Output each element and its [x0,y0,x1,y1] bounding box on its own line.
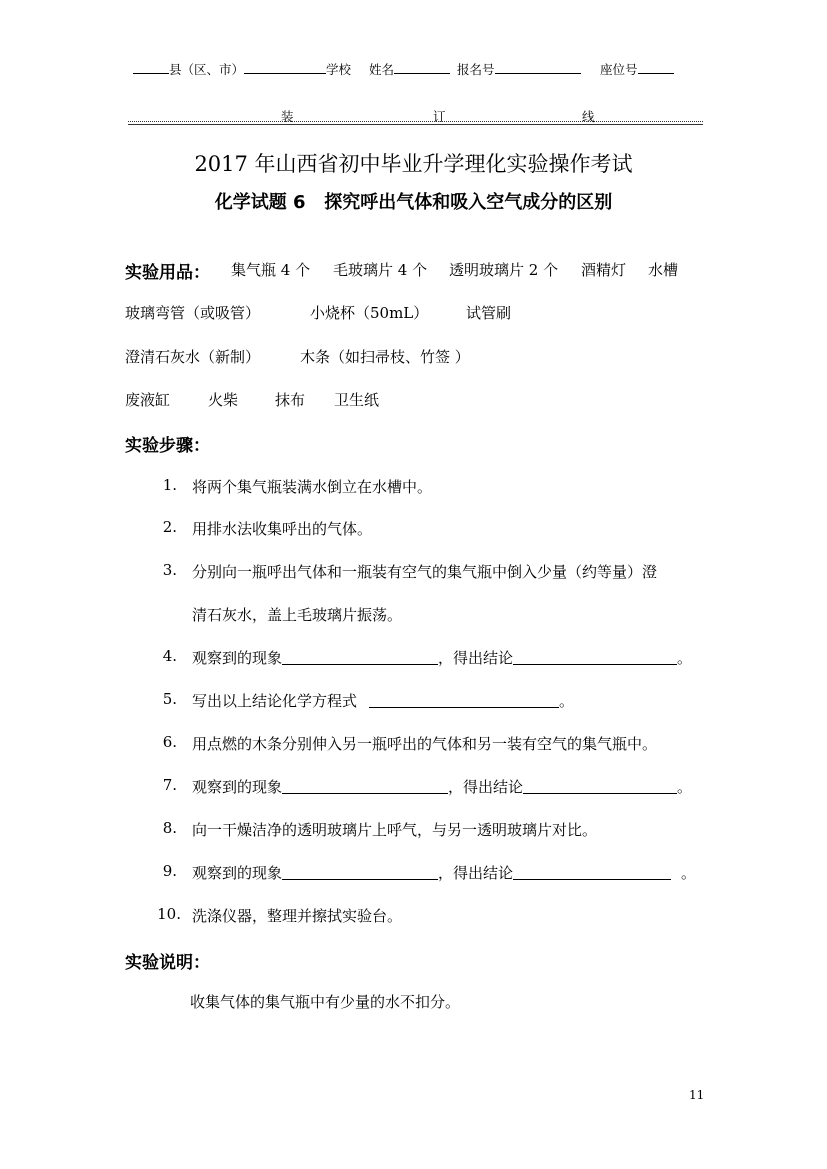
observation-blank[interactable] [282,649,438,665]
seat-no-label: 座位号 [600,62,638,77]
observation-label: 观察到的现象 [192,864,283,882]
equation-blank[interactable] [369,692,559,708]
candidate-info-line [0,60,827,80]
observation-blank[interactable] [282,864,438,880]
step-text [192,776,692,797]
exam-subtitle-text: 化学试题 6 探究呼出气体和吸入空气成分的区别 [214,192,613,213]
conclusion-label: ，得出结论 [448,778,524,796]
material-item: 毛玻璃片 4 个 [333,261,428,279]
reg-no-field[interactable] [457,60,581,78]
materials-row-1 [125,258,210,283]
step-text: 洗涤仪器，整理并擦拭实验台。 [192,907,403,925]
notes-heading: 实验说明： [125,953,210,973]
end-mark: 。 [681,864,697,882]
equation-label: 写出以上结论化学方程式 [192,692,358,710]
note-text: 收集气体的集气瓶中有少量的水不扣分。 [190,993,461,1011]
observation-label: 观察到的现象 [192,649,283,667]
step-number: 9. [162,862,177,880]
exam-title: 2017 年山西省初中毕业升学理化实验操作考试 [194,152,633,176]
step-number: 8. [162,819,177,837]
step-text [192,690,574,711]
material-item: 废液缸 [125,391,171,409]
material-item: 水槽 [648,261,679,279]
step-text [192,862,696,883]
step-text: 用点燃的木条分别伸入另一瓶呼出的气体和另一装有空气的集气瓶中。 [192,735,658,753]
county-field[interactable] [133,60,244,78]
materials-heading: 实验用品： [125,263,210,283]
step-text: 分别向一瓶呼出气体和一瓶装有空气的集气瓶中倒入少量（约等量）澄 [192,563,658,581]
material-item: 玻璃弯管（或吸管） [125,304,261,322]
conclusion-blank[interactable] [513,864,671,880]
end-mark: 。 [559,692,575,710]
step-text: 用排水法收集呼出的气体。 [192,520,373,538]
school-field[interactable] [244,60,351,78]
steps-heading: 实验步骤： [125,436,210,456]
county-label: 县（区、市） [169,62,245,77]
seat-no-field[interactable] [600,60,674,78]
binding-ding: 订 [433,109,446,124]
end-mark: 。 [677,649,693,667]
material-item: 透明玻璃片 2 个 [449,261,559,279]
material-item: 试管刷 [466,304,512,322]
step-number: 3. [162,561,177,579]
step-number: 2. [162,518,177,536]
material-item: 火柴 [208,391,239,409]
step-number: 6. [162,733,177,751]
name-label: 姓名 [369,62,395,77]
material-item: 抹布 [275,391,306,409]
binding-xian: 线 [582,109,595,124]
step-text [192,647,692,668]
step-text: 向一干燥洁净的透明玻璃片上呼气，与另一透明玻璃片对比。 [192,821,598,839]
conclusion-label: ，得出结论 [438,864,514,882]
step-number: 5. [162,690,177,708]
material-item: 卫生纸 [334,391,380,409]
step-number: 10. [157,905,181,923]
school-label: 学校 [326,62,352,77]
name-field[interactable] [369,60,450,78]
step-text: 将两个集气瓶装满水倒立在水槽中。 [192,478,433,496]
observation-label: 观察到的现象 [192,778,283,796]
step-number: 7. [162,776,177,794]
step-text-continued: 清石灰水，盖上毛玻璃片振荡。 [192,606,403,624]
end-mark: 。 [677,778,693,796]
conclusion-blank[interactable] [523,778,677,794]
reg-no-label: 报名号 [457,62,495,77]
conclusion-blank[interactable] [513,649,677,665]
binding-dotted-line [128,121,703,122]
binding-solid-line [128,124,703,125]
exam-subtitle [0,188,827,214]
material-item: 小烧杯（50mL） [310,304,429,322]
material-item: 集气瓶 4 个 [231,261,311,279]
page-number: 11 [689,1088,705,1102]
steps-heading-row [125,431,210,456]
material-item: 木条（如扫帚枝、竹签 ） [300,348,470,366]
conclusion-label: ，得出结论 [438,649,514,667]
notes-heading-row [125,948,210,973]
observation-blank[interactable] [282,778,448,794]
material-item: 酒精灯 [581,261,627,279]
step-number: 1. [162,476,177,494]
binding-zhuang: 装 [281,109,294,124]
material-item: 澄清石灰水（新制） [125,348,261,366]
step-number: 4. [162,647,177,665]
